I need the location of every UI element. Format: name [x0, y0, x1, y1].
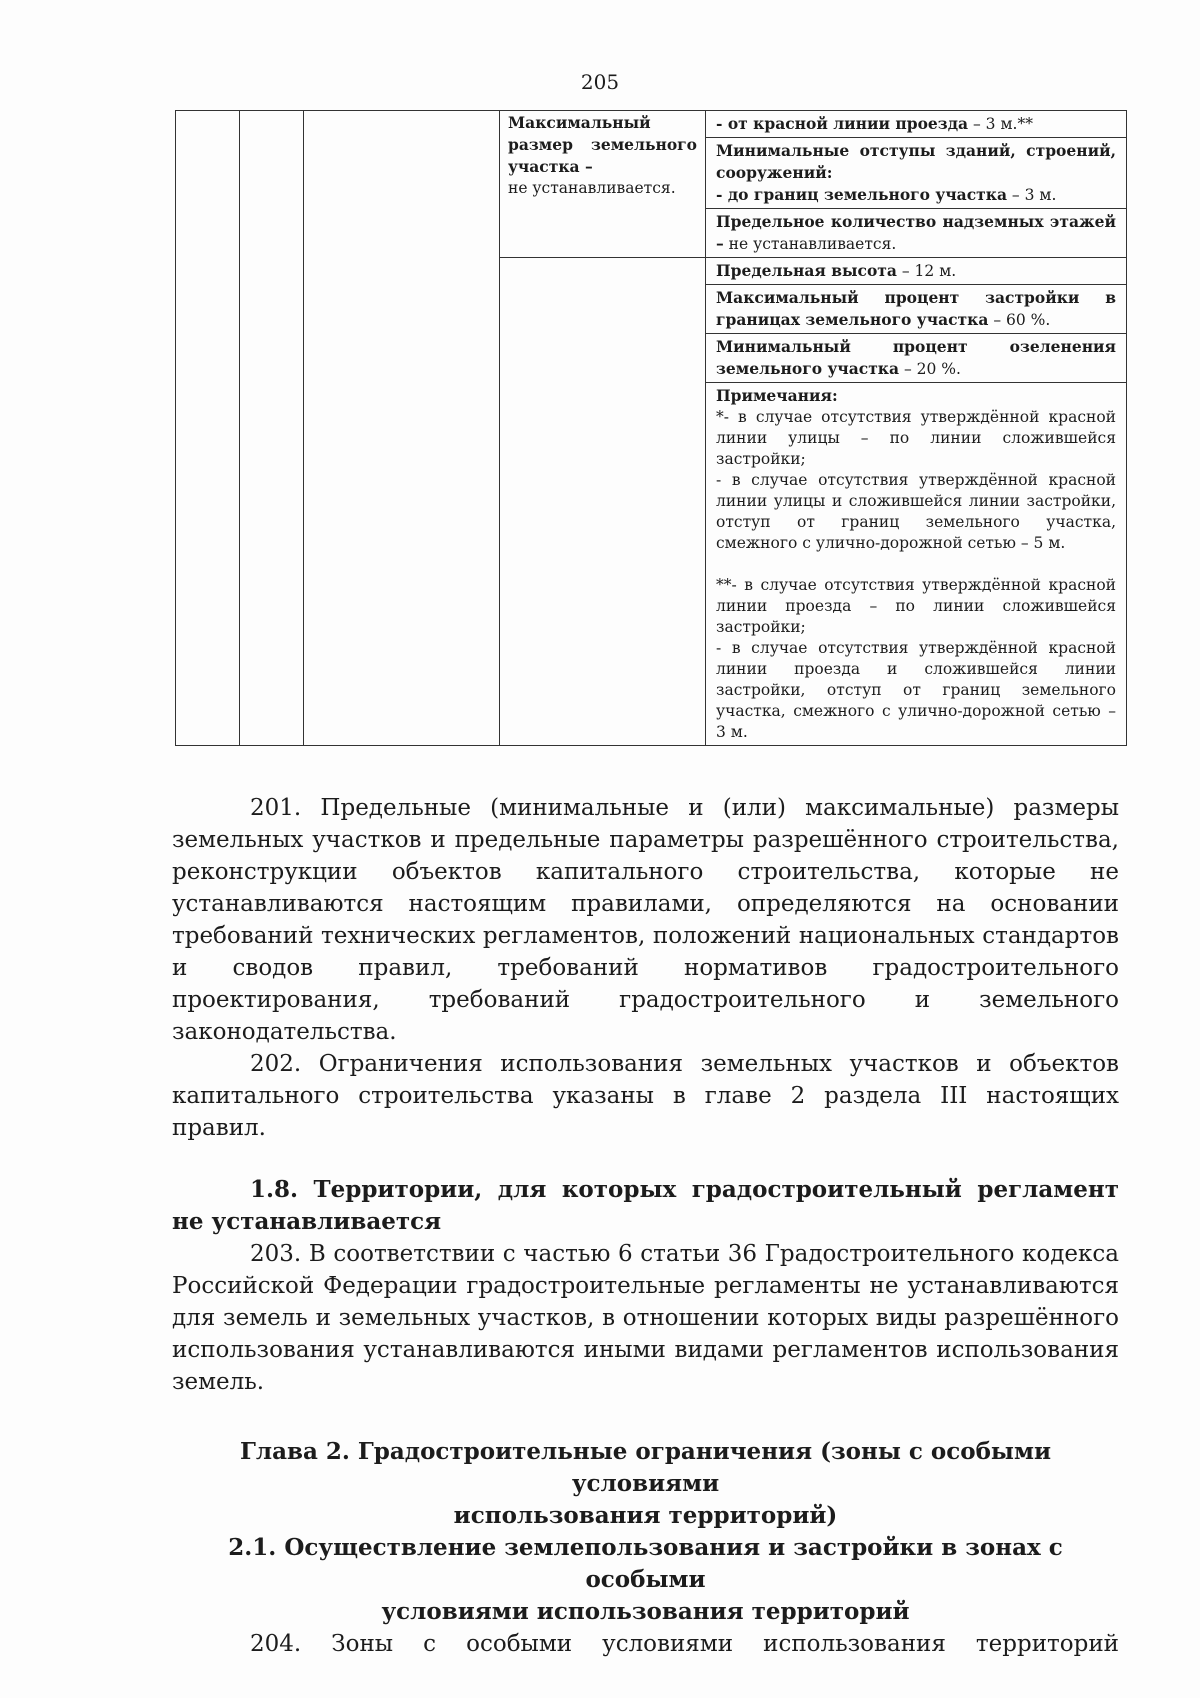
- table-row-max-height: Предельная высота – 12 м.: [706, 258, 1127, 285]
- paragraph-203: 203. В соответствии с частью 6 статьи 36 Градостроительного кодекса Российской Федерации градостроительные регламенты не устанавливаются для земель и земельных участков, в отношении которых виды разрешённого использования устанавливаются иными видами регламентов использования земель.: [172, 1241, 1119, 1395]
- chapter-2-heading-line2: использования территорий): [453, 1502, 838, 1529]
- table-row-floors: Предельное количество надземных этажей – не устанавливается.: [706, 209, 1127, 258]
- table-row-red-line-road: - от красной линии проезда – 3 м.**: [706, 111, 1127, 138]
- table-cell-empty-1: [176, 111, 240, 746]
- page-number: 205: [580, 70, 620, 94]
- section-heading-2-1-line2: условиями использования территорий: [381, 1598, 910, 1625]
- chapter-2-heading-line1: Глава 2. Градостроительные ограничения (зоны с особыми условиями: [239, 1438, 1052, 1497]
- section-heading-2-1-line1: 2.1. Осуществление землепользования и застройки в зонах с особыми: [228, 1534, 1063, 1593]
- notes-title: Примечания:: [716, 386, 838, 405]
- table-row-min-greening: Минимальный процент озеленения земельного участка – 20 %.: [706, 334, 1127, 383]
- table-cell-empty-4: [500, 258, 706, 746]
- note-1a: *- в случае отсутствия утверждённой красной линии улицы – по линии сложившейся застройки;: [716, 408, 1116, 468]
- table-row-min-setbacks: Минимальные отступы зданий, строений, сооружений: - до границ земельного участка – 3 м.: [706, 138, 1127, 209]
- table-row-notes: [706, 383, 1127, 746]
- table-row-max-coverage: Максимальный процент застройки в границах земельного участка – 60 %.: [706, 285, 1127, 334]
- note-2a: **- в случае отсутствия утверждённой красной линии проезда – по линии сложившейся застройки;: [716, 576, 1116, 636]
- paragraph-201: 201. Предельные (минимальные и (или) максимальные) размеры земельных участков и предельные параметры разрешённого строительства, реконструкции объектов капитального строительства, которые не устанавливаются настоящим правилами, определяются на основании требований технических регламентов, положений национальных стандартов и сводов правил, требований нормативов градостроительного проектирования, требований градостроительного и земельного законодательства.: [172, 795, 1119, 1045]
- main-text: [172, 792, 1119, 1660]
- note-2b: - в случае отсутствия утверждённой красной линии проезда и сложившейся линии застройки, отступ от границ земельного участка, смежного с улично-дорожной сетью – 3 м.: [716, 639, 1116, 741]
- table-cell-max-size: Максимальный размер земельного участка – не устанавливается.: [500, 111, 706, 258]
- paragraph-204: 204. Зоны с особыми условиями использования территорий: [250, 1631, 1119, 1657]
- section-heading-1-8: 1.8. Территории, для которых градостроительный регламент не устанавливается: [172, 1176, 1119, 1235]
- table-cell-empty-2: [240, 111, 304, 746]
- regulations-table: [175, 110, 1127, 746]
- paragraph-202: 202. Ограничения использования земельных участков и объектов капитального строительства указаны в главе 2 раздела III настоящих правил.: [172, 1051, 1119, 1141]
- note-1b: - в случае отсутствия утверждённой красной линии улицы и сложившейся линии застройки, отступ от границ земельного участка, смежного с улично-дорожной сетью – 5 м.: [716, 471, 1116, 552]
- table-cell-empty-3: [304, 111, 500, 746]
